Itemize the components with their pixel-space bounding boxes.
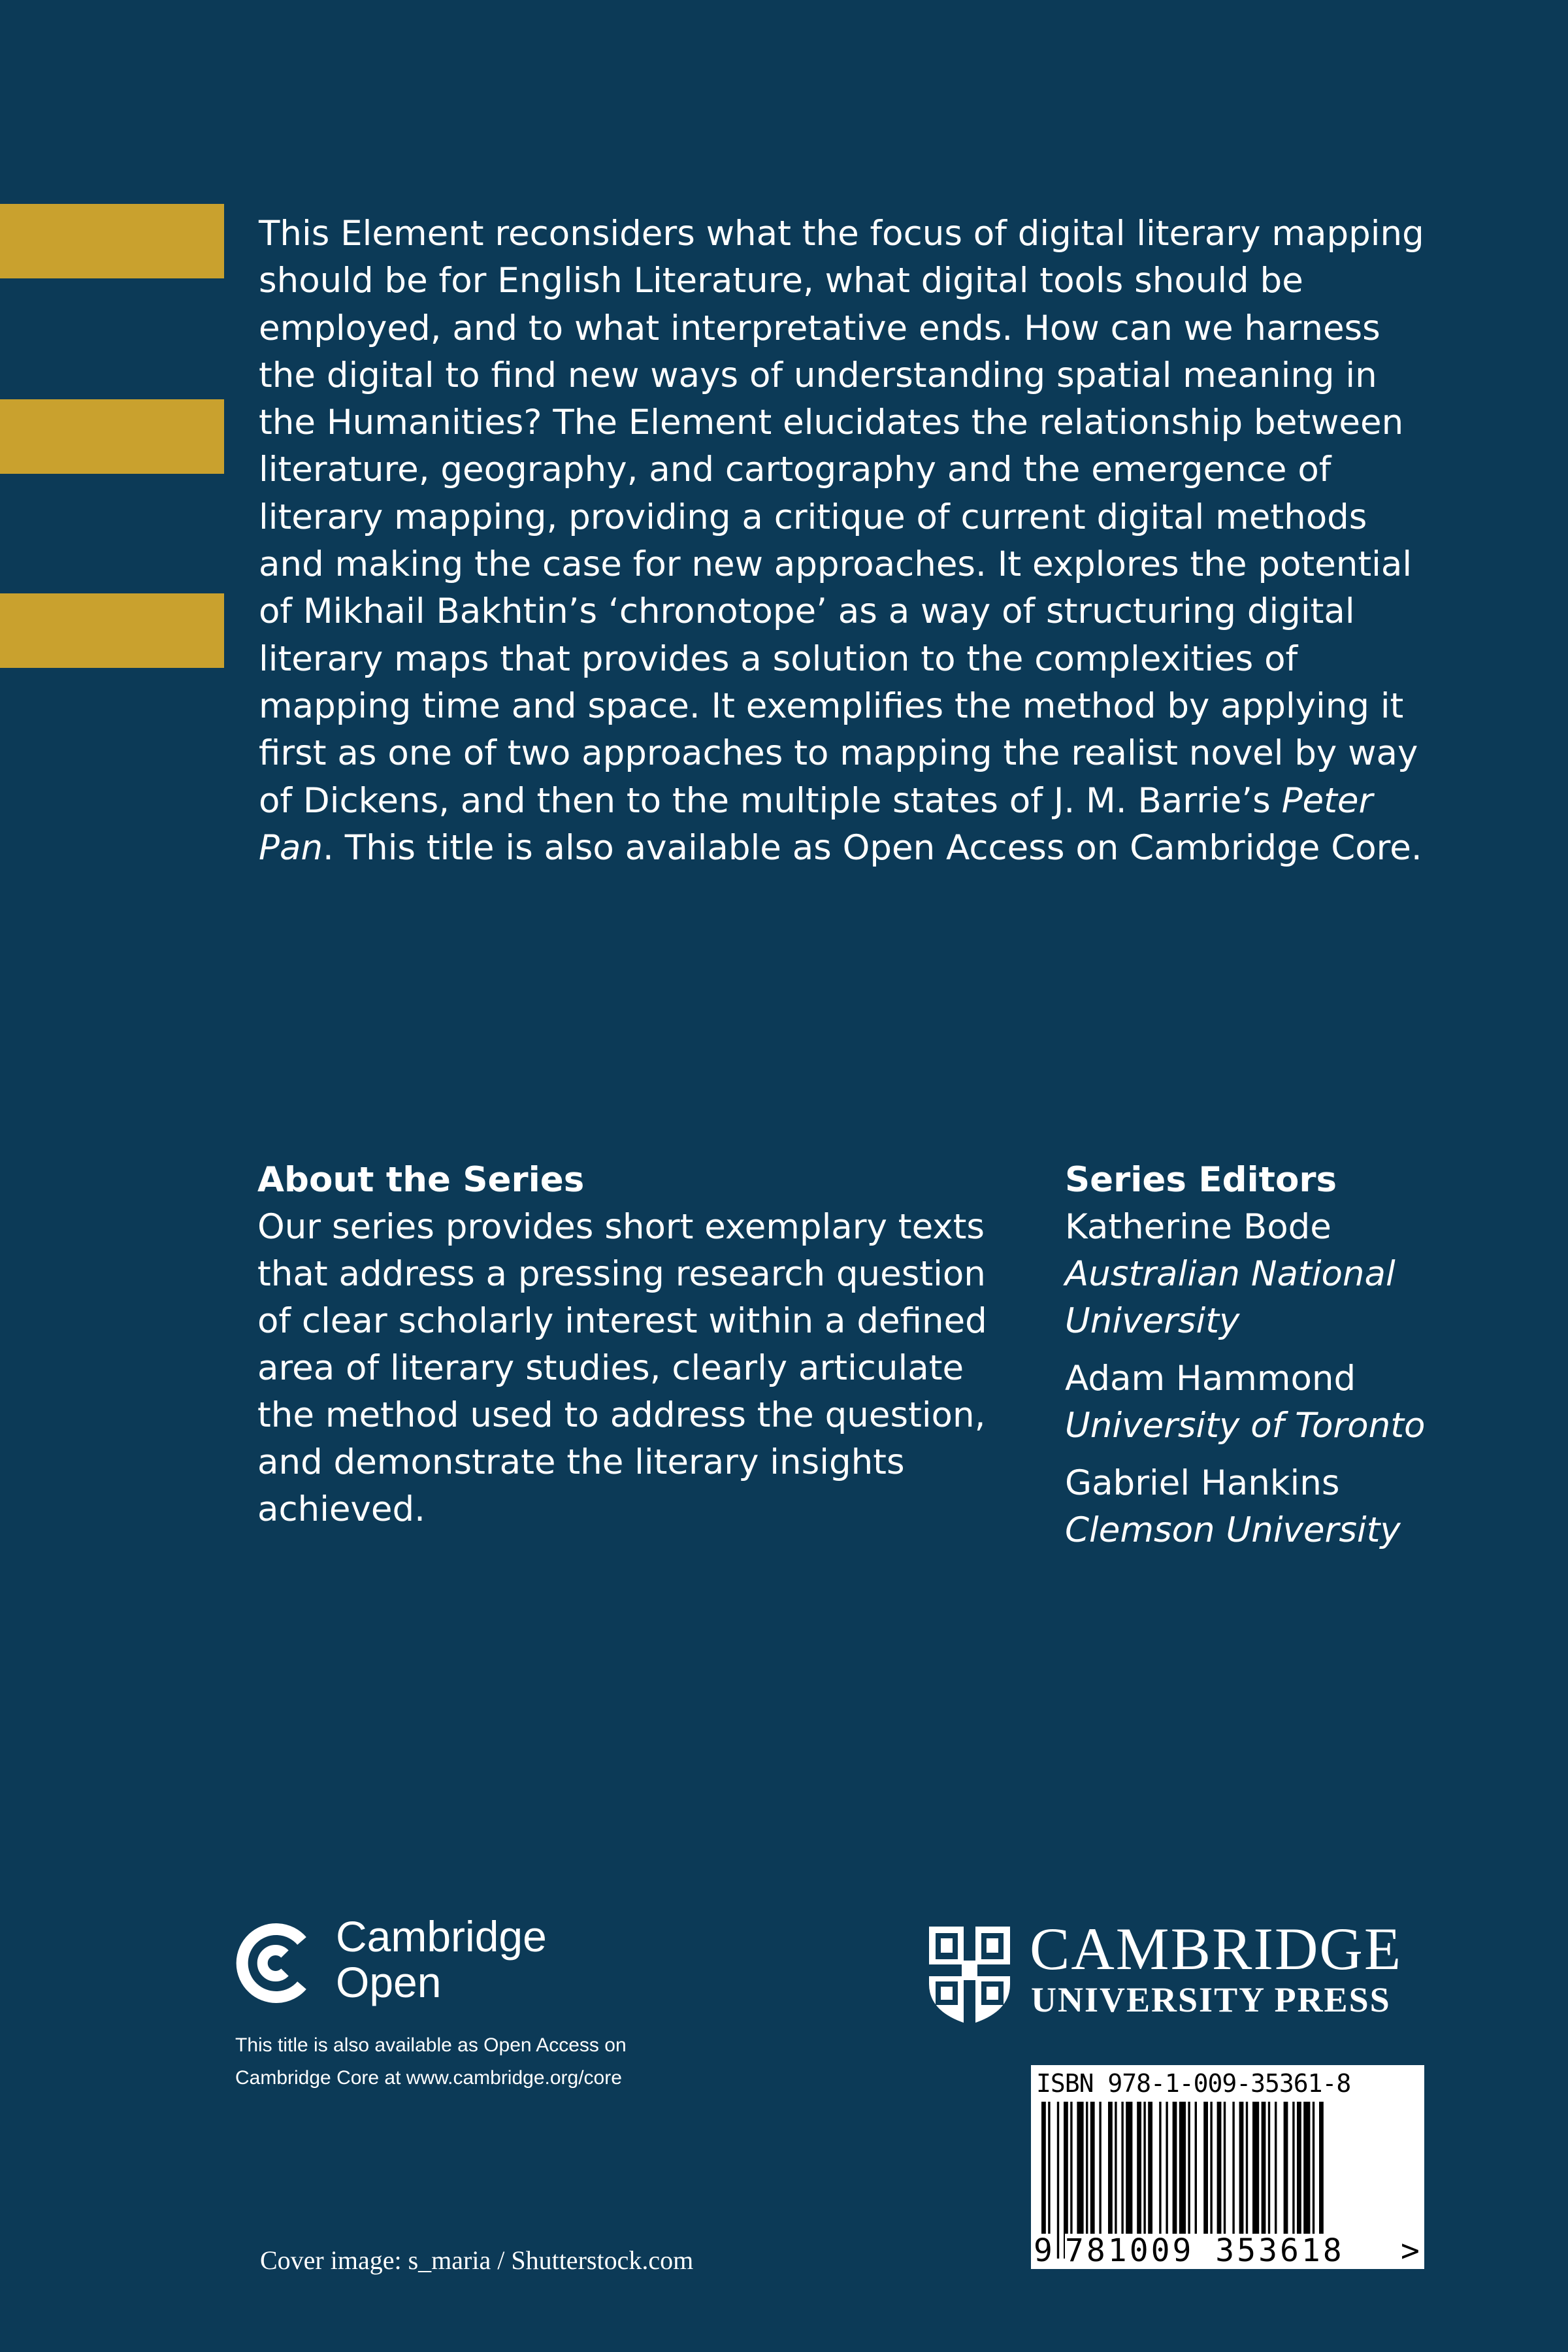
book-description	[259, 210, 1435, 872]
publisher-name-line1: CAMBRIDGE	[1030, 1915, 1403, 1982]
gold-bar-top	[0, 204, 224, 278]
open-access-note-line2: Cambridge Core at www.cambridge.org/core	[235, 2067, 622, 2089]
description-book-title: Peter Pan	[259, 780, 1373, 868]
gold-bar-middle	[0, 399, 224, 474]
editor-name: Katherine Bode	[1065, 1207, 1331, 1247]
editor-affiliation: Clemson University	[1065, 1510, 1401, 1550]
open-access-note-line1: This title is also available as Open Access on	[235, 2034, 627, 2056]
editor-entry	[1065, 1204, 1522, 1345]
about-text: Our series provides short exemplary texts that address a pressing research question of clear scholarly interest within a defined area of literary studies, clearly articulate the method used to address the question, and demonstrate the literary insights achieved.	[257, 1207, 987, 1529]
editor-affiliation: Australian National University	[1065, 1254, 1396, 1341]
editor-entry	[1065, 1355, 1522, 1449]
editors-heading: Series Editors	[1065, 1160, 1337, 1200]
isbn-text: ISBN 978-1-009-35361-8	[1036, 2069, 1351, 2098]
cambridge-university-press-logo	[926, 1915, 1423, 2029]
gold-bar-bottom	[0, 593, 224, 668]
cambridge-open-line2: Open	[336, 1958, 442, 2006]
about-the-series	[257, 1157, 1028, 1533]
cambridge-open-wordmark	[336, 1913, 547, 2005]
editor-name: Adam Hammond	[1065, 1359, 1356, 1399]
cover-image-credit: Cover image: s_maria / Shutterstock.com	[260, 2245, 694, 2275]
cambridge-open-line1: Cambridge	[336, 1912, 547, 1961]
open-access-note	[235, 2029, 758, 2095]
series-editors	[1065, 1157, 1522, 1565]
about-heading: About the Series	[257, 1160, 585, 1200]
cambridge-open-logo	[234, 1912, 743, 2009]
barcode-digits: 781009 353618	[1065, 2234, 1405, 2268]
description-text-part2: . This title is also available as Open Access on Cambridge Core.	[323, 827, 1422, 868]
publisher-name-line2: UNIVERSITY PRESS	[1031, 1980, 1391, 2019]
cambridge-open-icon	[234, 1923, 315, 2004]
editor-affiliation: University of Toronto	[1065, 1406, 1426, 1446]
barcode-lead-digit: 9	[1034, 2232, 1053, 2269]
editor-entry	[1065, 1460, 1522, 1554]
isbn-barcode	[1031, 2065, 1424, 2269]
shield-icon	[926, 1924, 1013, 2026]
editor-name: Gabriel Hankins	[1065, 1463, 1340, 1503]
barcode-quiet-zone-marker: >	[1401, 2232, 1420, 2269]
description-text-part1: This Element reconsiders what the focus of digital literary mapping should be for English Literature, what digital tools should be employed, and to what interpretative ends. How can we harness the digital to find new ways of understanding spatial meaning in the Humanities? The Element elucidates the relationship between literature, geography, and cartography and the emergence of literary mapping, providing a critique of current digital methods and making the case for new approaches. It explores the potential of Mikhail Bakhtin’s ‘chronotope’ as a way of structuring digital literary maps that provides a solution to the complexities of mapping time and space. It exemplifies the method by applying it first as one of two approaches to mapping the realist novel by way of Dickens, and then to the multiple states of J. M. Barrie’s	[259, 214, 1424, 821]
